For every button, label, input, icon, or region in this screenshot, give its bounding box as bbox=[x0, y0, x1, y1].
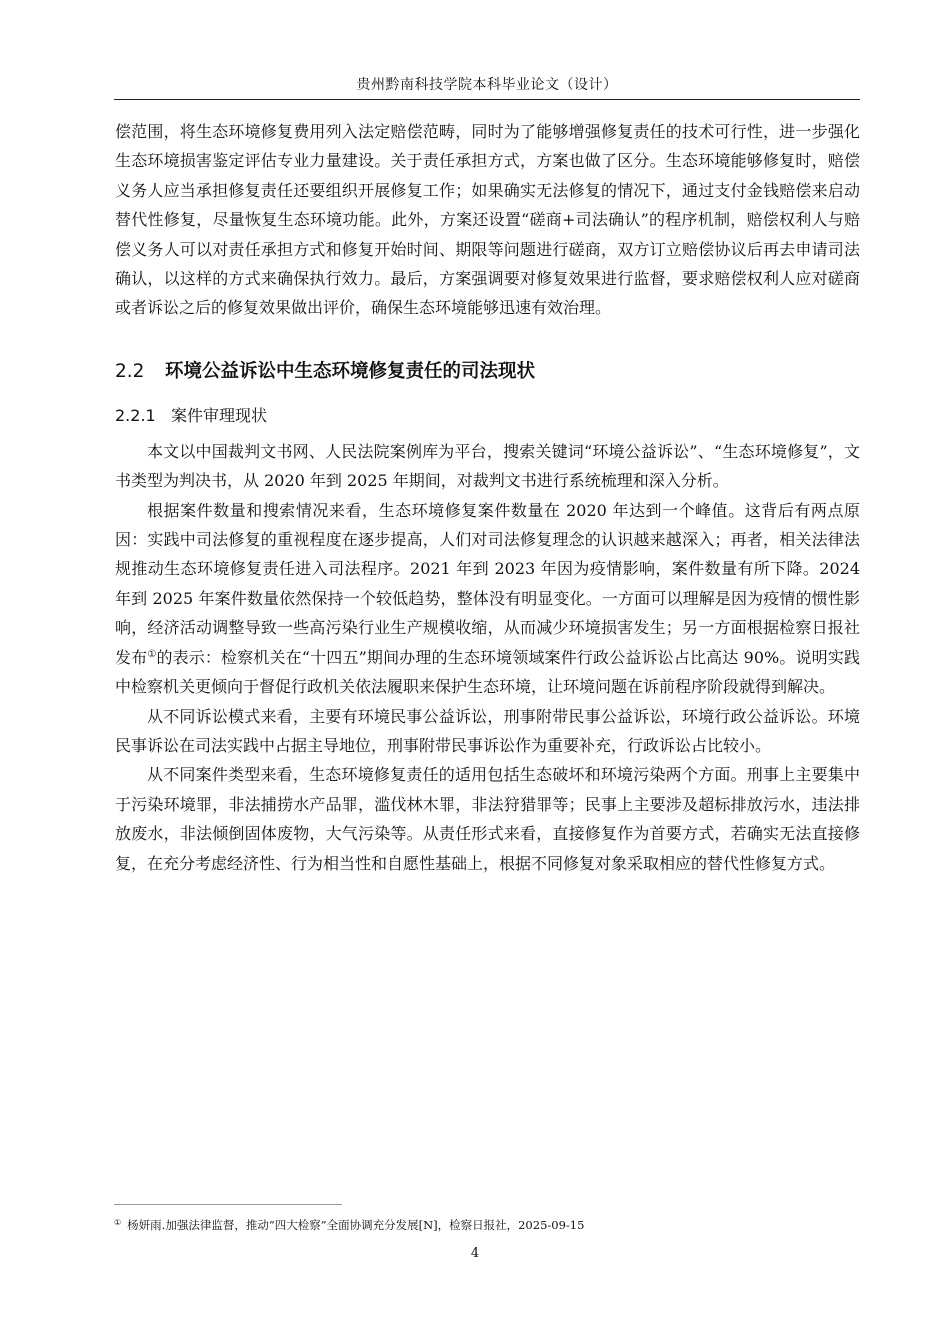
paragraph: 从不同诉讼模式来看，主要有环境民事公益诉讼，刑事附带民事公益诉讼，环境行政公益诉讼。环境民事诉讼在司法实践中占据主导地位，刑事附带民事诉讼作为重要补充，行政诉讼占比较小。 bbox=[115, 706, 860, 755]
paragraph bbox=[115, 496, 860, 702]
section-number: 2.2 bbox=[115, 360, 145, 382]
body-text bbox=[115, 117, 860, 878]
subsection-heading bbox=[115, 402, 860, 430]
footnote-text: 杨妍雨.加强法律监督，推动“四大检察”全面协调充分发展[N]，检察日报社，2025-09-15 bbox=[127, 1218, 585, 1232]
subsection-number: 2.2.1 bbox=[115, 405, 156, 425]
section-heading bbox=[115, 357, 860, 387]
paragraph: 本文以中国裁判文书网、人民法院案例库为平台，搜索关键词“环境公益诉讼”、“生态环境修复”，文书类型为判决书，从 2020 年到 2025 年期间，对裁判文书进行系统梳理和深入分析。 bbox=[115, 441, 860, 491]
footnote-reference[interactable]: ① bbox=[147, 648, 157, 660]
running-header: 贵州黔南科技学院本科毕业论文（设计） bbox=[356, 77, 618, 93]
paragraph-text: 的表示：检察机关在“十四五”期间办理的生态环境领域案件行政公益诉讼占比高达 90%。说明实践中检察机关更倾向于督促行政机关依法履职来保护生态环境，让环境问题在诉前程序阶段就得到解决。 bbox=[115, 647, 860, 697]
subsection-title: 案件审理现状 bbox=[171, 405, 268, 425]
header-divider bbox=[114, 99, 860, 100]
footnote bbox=[114, 1215, 860, 1233]
footnote-mark: ① bbox=[114, 1218, 122, 1227]
paragraph-text: 根据案件数量和搜索情况来看，生态环境修复案件数量在 2020 年达到一个峰值。这背后有两点原因：实践中司法修复的重视程度在逐步提高，人们对司法修复理念的认识越来越深入；再者，相关法律法规推动生态环境修复责任进入司法程序。2021 年到 2023 年因为疫情影响，案件数量有所下降。2024 年到 2025 年案件数量依然保持一个较低趋势，整体没有明显变化。一方面可以理解是因为疫情的惯性影响，经济活动调整导致一些高污染行业生产规模收缩，从而减少环境损害发生；另一方面根据检察日报社发布 bbox=[115, 500, 860, 667]
page-number: 4 bbox=[470, 1246, 480, 1261]
paragraph: 从不同案件类型来看，生态环境修复责任的适用包括生态破坏和环境污染两个方面。刑事上主要集中于污染环境罪，非法捕捞水产品罪，滥伐林木罪，非法狩猎罪等；民事上主要涉及超标排放污水，违法排放废水，非法倾倒固体废物，大气污染等。从责任形式来看，直接修复作为首要方式，若确实无法直接修复，在充分考虑经济性、行为相当性和自愿性基础上，根据不同修复对象采取相应的替代性修复方式。 bbox=[115, 765, 860, 873]
section-title: 环境公益诉讼中生态环境修复责任的司法现状 bbox=[165, 360, 536, 382]
paragraph: 偿范围，将生态环境修复费用列入法定赔偿范畴，同时为了能够增强修复责任的技术可行性，进一步强化生态环境损害鉴定评估专业力量建设。关于责任承担方式，方案也做了区分。生态环境能够修复时，赔偿义务人应当承担修复责任还要组织开展修复工作；如果确实无法修复的情况下，通过支付金钱赔偿来启动替代性修复，尽量恢复生态环境功能。此外，方案还设置“磋商+司法确认”的程序机制，赔偿权利人与赔偿义务人可以对责任承担方式和修复开始时间、期限等问题进行磋商，双方订立赔偿协议后再去申请司法确认，以这样的方式来确保执行效力。最后，方案强调要对修复效果进行监督，要求赔偿权利人应对磋商或者诉讼之后的修复效果做出评价，确保生态环境能够迅速有效治理。 bbox=[115, 122, 860, 318]
footnote-divider bbox=[114, 1204, 342, 1205]
